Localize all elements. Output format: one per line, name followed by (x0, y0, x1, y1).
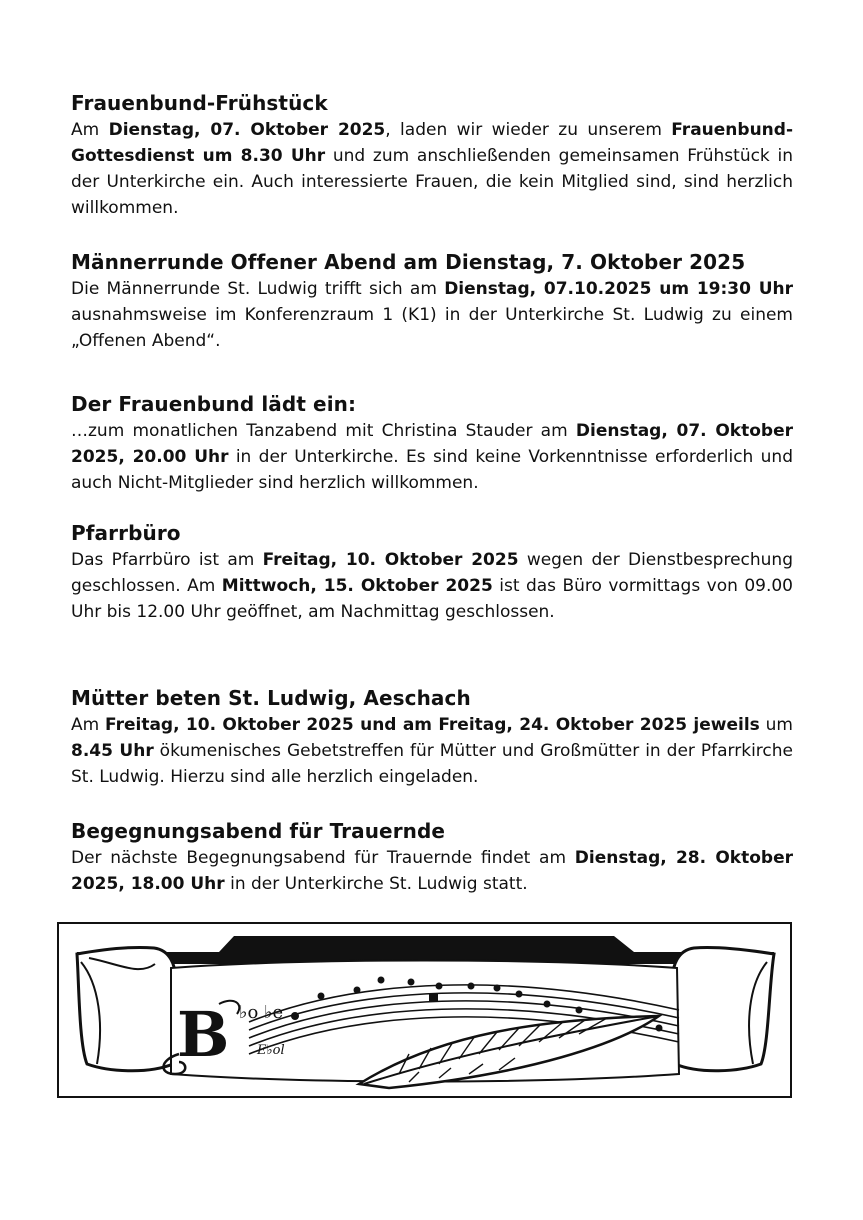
section-muetter-beten (71, 685, 793, 790)
body-text: um (759, 715, 793, 735)
body-text: ausnahmsweise im Konferenzraum 1 (K1) in der Unterkirche St. Ludwig zu einem „Offenen Abend“. (71, 305, 793, 351)
banner-artwork (59, 924, 790, 1096)
left-scroll-icon (77, 947, 175, 1070)
section-title: Mütter beten St. Ludwig, Aeschach (71, 686, 471, 710)
body-text: Die Männerrunde St. Ludwig trifft sich am (71, 279, 445, 299)
body-text: in der Unterkirche. Es sind keine Vorkenntnisse erforderlich und auch Nicht-Mitglieder sind herzlich willkommen. (71, 447, 793, 493)
section-frauenbund-tanzabend (71, 391, 793, 496)
music-banner-illustration (57, 922, 792, 1098)
emphasized-text: Dienstag, 07.10.2025 um 19:30 Uhr (444, 279, 794, 299)
body-text: , laden wir wieder zu unserem (385, 120, 672, 140)
section-body (71, 418, 793, 496)
emphasized-text: Dienstag, 07. Oktober 2025 (108, 120, 386, 140)
section-body (71, 845, 793, 897)
emphasized-text: Mittwoch, 15. Oktober 2025 (221, 576, 493, 596)
section-maennerrunde (71, 249, 793, 354)
section-title: Begegnungsabend für Trauernde (71, 819, 446, 843)
decorative-initial: B (177, 998, 230, 1071)
body-text: ökumenisches Gebetstreffen für Mütter und Großmütter in der Pfarrkirche St. Ludwig. Hierzu sind alle herzlich eingeladen. (71, 741, 793, 787)
emphasized-text: Freitag, 10. Oktober 2025 und am Freitag, 24. Oktober 2025 jeweils (105, 715, 760, 735)
section-begegnungsabend (71, 818, 793, 897)
body-text: Am (71, 715, 106, 735)
body-text: in der Unterkirche St. Ludwig statt. (224, 874, 528, 894)
section-title: Der Frauenbund lädt ein: (71, 392, 357, 416)
emphasized-text: Frauenbund-Gottesdienst um 8.30 Uhr (71, 120, 793, 166)
body-text: ist das Büro vormittags von 09.00 Uhr bis 12.00 Uhr geöffnet, am Nachmittag geschlossen. (71, 576, 793, 622)
section-body (71, 547, 793, 625)
emphasized-text: Dienstag, 07. Oktober 2025, 20.00 Uhr (71, 421, 793, 467)
body-text: …zum monatlichen Tanzabend mit Christina Stauder am (71, 421, 576, 441)
section-title: Pfarrbüro (71, 521, 181, 545)
section-title: Frauenbund-Frühstück (71, 91, 328, 115)
body-text: Der nächste Begegnungsabend für Trauernde findet am (71, 848, 575, 868)
scroll-note-text: E♭ol (257, 1043, 285, 1058)
body-text: wegen der Dienstbesprechung geschlossen. Am (71, 550, 793, 596)
section-body (71, 712, 793, 790)
emphasized-text: Dienstag, 28. Oktober 2025, 18.00 Uhr (71, 848, 793, 894)
scroll-notation: ♭o ♭e (239, 1002, 284, 1023)
emphasized-text: 8.45 Uhr (71, 741, 154, 761)
right-scroll-icon (673, 947, 774, 1070)
body-text: Am (71, 120, 109, 140)
emphasized-text: Freitag, 10. Oktober 2025 (262, 550, 519, 570)
body-text: und zum anschließenden gemeinsamen Frühstück in der Unterkirche ein. Auch interessierte Frauen, die kein Mitglied sind, sind herzlich willkommen. (71, 146, 793, 218)
body-text: Das Pfarrbüro ist am (71, 550, 263, 570)
section-title: Männerrunde Offener Abend am Dienstag, 7. Oktober 2025 (71, 250, 746, 274)
section-body (71, 117, 793, 221)
section-body (71, 276, 793, 354)
section-frauenbund-fruehstueck (71, 90, 793, 221)
section-pfarrbuero (71, 520, 793, 625)
